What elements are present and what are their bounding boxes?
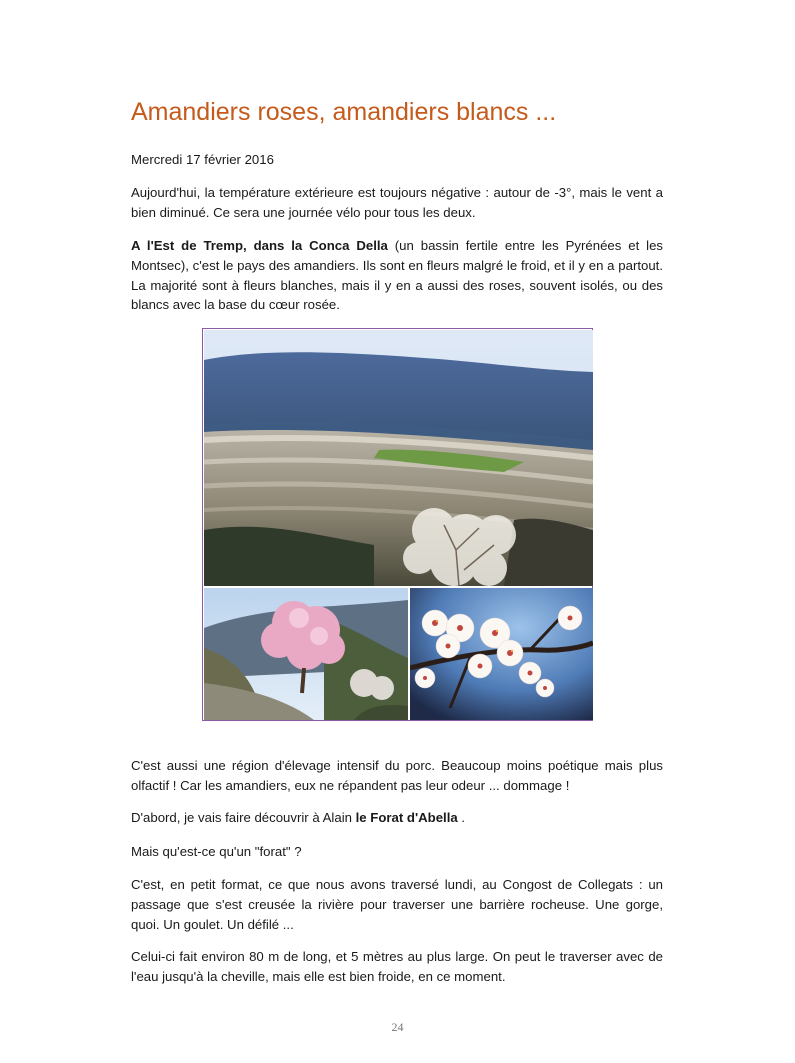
paragraph-7: Celui-ci fait environ 80 m de long, et 5 mètres au plus large. On peut le traverser avec de l'eau jusqu'à la cheville, mais elle est bien froide, en ce moment.	[131, 949, 663, 984]
photo-almond-blossom-closeup	[410, 588, 593, 720]
paragraph-5: Mais qu'est-ce qu'un "forat" ?	[131, 844, 302, 859]
pink-almond-tree-image	[204, 588, 408, 720]
photo-pink-almond-tree	[204, 588, 408, 720]
paragraph-4-bold: le Forat d'Abella	[355, 810, 458, 825]
page-title: Amandiers roses, amandiers blancs ...	[131, 98, 557, 126]
almond-blossom-image	[410, 588, 593, 720]
photo-collage	[202, 328, 593, 721]
paragraph-4-start: D'abord, je vais faire découvrir à Alain	[131, 810, 356, 825]
page-number: 24	[391, 1020, 404, 1034]
paragraph-4-end: .	[457, 810, 466, 825]
paragraph-4	[131, 808, 663, 828]
almond-valley-image	[204, 330, 593, 586]
paragraph-3: C'est aussi une région d'élevage intensif du porc. Beaucoup moins poétique mais plus olfactif ! Car les amandiers, eux ne répandent pas leur odeur ... dommage !	[131, 758, 663, 793]
paragraph-1: Aujourd'hui, la température extérieure est toujours négative : autour de -3°, mais le vent a bien diminué. Ce sera une journée vélo pour tous les deux.	[131, 185, 663, 220]
date-line: Mercredi 17 février 2016	[131, 152, 274, 167]
paragraph-2-text: (un bassin fertile entre les Pyrénées et les Montsec), c'est le pays des amandiers. Ils sont en fleurs malgré le froid, et il y en a partout. La majorité sont à fleurs blanches, mais il y en a aussi des roses, souvent isolés, ou des blancs avec la base du cœur rosée.	[131, 238, 663, 313]
photo-almond-valley	[204, 330, 593, 586]
paragraph-2	[131, 236, 663, 315]
paragraph-2-bold: A l'Est de Tremp, dans la Conca Della	[131, 238, 388, 253]
paragraph-6: C'est, en petit format, ce que nous avons traversé lundi, au Congost de Collegats : un passage que s'est creusée la rivière pour traverser une barrière rocheuse. Une gorge, quoi. Un goulet. Un défilé ...	[131, 877, 663, 932]
